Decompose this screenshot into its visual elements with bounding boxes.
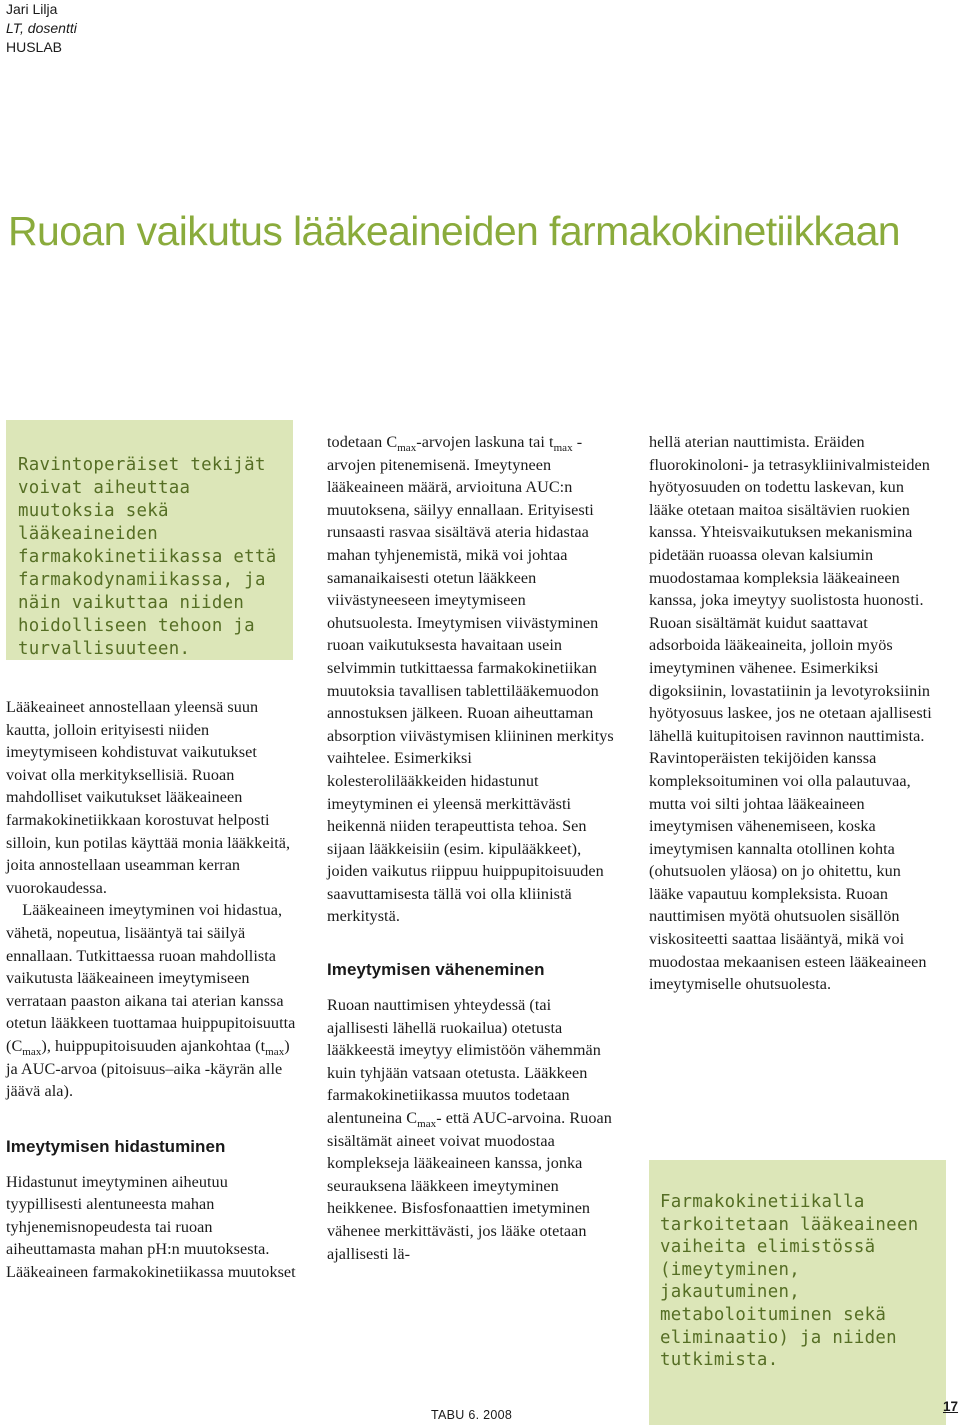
section-heading: Imeytymisen väheneminen xyxy=(327,960,545,980)
column-3 xyxy=(649,431,939,996)
paragraph: todetaan $C_{max}$-arvojen laskuna tai $t_{max}$ -arvojen pitenemisenä. Imeytyneen lääkeaineen määrä, arvioituna AUC:n muutoksena, säilyy ennallaan. Erityisesti runsaasti rasvaa sisältävä ateria hidastaa mahan tyhjenemistä, mikä voi johtaa samanaikaisesti otetun lääkkeen viivästyneeseen imeytymiseen ohutsuolesta. Imeytymisen viivästyminen ruoan vaikutuksesta havaitaan usein selvimmin tutkittaessa farmakokinetiikan muutoksia tavallisen tablettilääkemuodon annostuksen jälkeen. Ruoan aiheuttaman absorption viivästymisen kliininen merkitys vaihtelee. Esimerkiksi kolesterolilääkkeiden hidastunut imeytyminen ei yleensä merkittävästi heikennä niiden terapeuttista tehoa. Sen sijaan lääkkeisiin (esim. kipulääkkeet), joiden vaikutus riippuu huippupitoisuuden saavuttamisesta tällä voi olla kliinistä merkitystä. xyxy=(327,433,614,926)
page-number: 17 xyxy=(943,1399,959,1414)
definition-box xyxy=(649,1160,946,1425)
paragraph: Lääkeaineet annostellaan yleensä suun kautta, jolloin erityisesti niiden imeytymiseen kohdistuvat vaikutukset voivat olla merkityksellisiä. Ruoan mahdolliset vaikutukset lääkeaineen farmakokinetiikkaan korostuvat helposti silloin, kun potilas käyttää monia lääkkeitä, joita annostellaan useamman kerran vuorokaudessa. xyxy=(6,698,291,897)
author-role: LT, dosentti xyxy=(6,20,77,36)
paragraph: Hidastunut imeytyminen aiheutuu tyypillisesti alentuneesta mahan tyhjenemisnopeudesta tai ruoan aiheuttamasta mahan pH:n muutoksesta. Lääkeaineen farmakokinetiikassa muutokset xyxy=(6,1172,296,1282)
article-title: Ruoan vaikutus lääkeaineiden farmakokinetiikkaan xyxy=(8,208,900,254)
paragraph: hellä aterian nauttimista. Eräiden fluorokinoloni- ja tetrasykliinivalmisteiden hyötyosuuden on todettu laskevan, kun lääke otetaan maitoa sisältävien ruokien kanssa. Yhteisvaikutuksen mekanismina pidetään ruoassa olevan kalsiumin muodostamaa kompleksia lääkeaineen kanssa, joka imeytyy suolistosta huonosti. Ruoan sisältämät kuidut saattavat adsorboida lääkeaineita, jolloin myös imeytyminen vähenee. Esimerkiksi digoksiinin, lovastatiinin ja levotyroksiinin hyötyosuus laskee, jos ne otetaan ajallisesti lähellä kuitupitoisen ravinnon nauttimista. Ravintoperäisten tekijöiden kanssa kompleksoituminen voi olla palautuvaa, mutta voi silti johtaa lääkeaineen imeytymisen vähenemiseen, koska imeytymisen kannalta otollinen kohta (ohutsuolen yläosa) on jo ohitettu, kun lääke vapautuu kompleksista. Ruoan nauttimisen myötä ohutsuolen sisällön viskositeetti saattaa lisääntyä, mikä voi muodostaa mekaanisen esteen lääkeaineen imeytymiselle ohutsuolesta. xyxy=(649,433,932,994)
paragraph: Lääkeaineen imeytyminen voi hidastua, vähetä, nopeutua, lisääntyä tai säilyä ennallaan. Tutkittaessa ruoan mahdollista vaikutusta lääkeaineen imeytymiseen verrataan paaston aikana tai aterian kanssa otetun lääkkeen tuottamaa huippupitoisuutta $(C_{max})$, huippupitoisuuden ajankohtaa $(t_{max})$ ja AUC-arvoa (pitoisuus–aika -käyrän alle jäävä ala). xyxy=(6,901,296,1101)
author-block xyxy=(6,0,77,57)
definition-text: Farmakokinetiikalla tarkoitetaan lääkeaineen vaiheita elimistössä (imeytyminen, jakautuminen, metaboloituminen sekä eliminaatio) ja niiden tutkimista. xyxy=(660,1192,919,1371)
author-organization: HUSLAB xyxy=(6,39,63,55)
author-name: Jari Lilja xyxy=(6,1,58,17)
lead-box xyxy=(6,420,293,660)
column-1 xyxy=(6,696,296,1284)
lead-text: Ravintoperäiset tekijät voivat aiheuttaa muutoksia sekä lääkeaineiden farmakokinetiikassa että farmakodynamiikassa, ja näin vaikuttaa niiden hoidolliseen tehoon ja turvallisuuteen. xyxy=(18,455,277,659)
section-heading: Imeytymisen hidastuminen xyxy=(6,1136,226,1156)
column-2 xyxy=(327,431,615,1265)
paragraph: Ruoan nauttimisen yhteydessä (tai ajallisesti lähellä ruokailua) otetusta lääkkeestä imeytyy elimistöön vähemmän kuin tyhjään vatsaan otetusta. Lääkkeen farmakokinetiikassa muutos todetaan alentuneina $C_{max}-$ että AUC-arvoina. Ruoan sisältämät aineet voivat muodostaa komplekseja lääkeaineen kanssa, jonka seurauksena lääkkeen imeytyminen heikkenee. Bisfosfonaattien imetyminen vähenee merkittävästi, jos lääke otetaan ajallisesti lä- xyxy=(327,996,612,1263)
publication-footer: TABU 6. 2008 xyxy=(431,1408,513,1422)
